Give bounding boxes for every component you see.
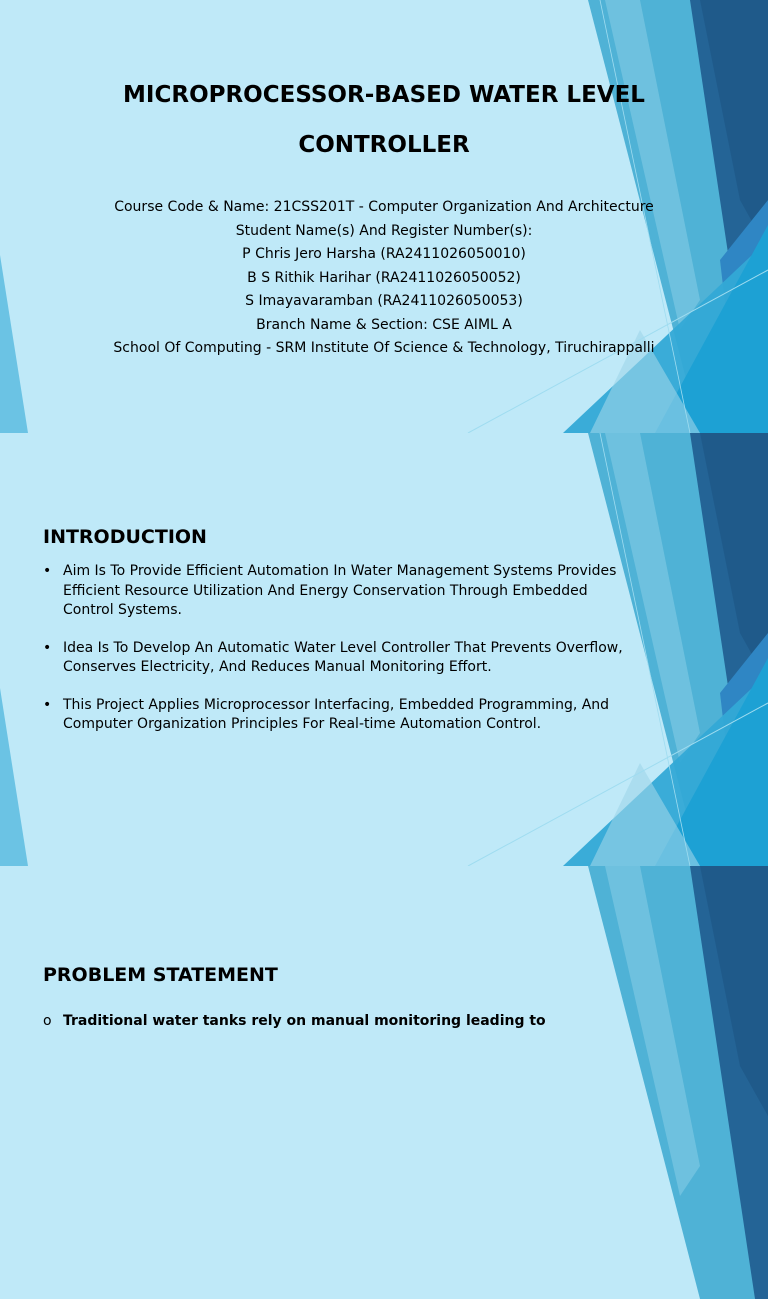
bullet-icon: •	[43, 563, 52, 579]
bullet-text: Idea Is To Develop An Automatic Water Level Controller That Prevents Overflow, Conserves Electricity, And Reduces Manual Monitoring Effort.	[63, 639, 623, 675]
bullet-text: Aim Is To Provide Efficient Automation In Water Management Systems Provides Efficient Resource Utilization And Energy Conservation Through Embedded Control Systems.	[63, 563, 617, 618]
course-line: Course Code & Name: 21CSS201T - Computer Organization And Architecture	[114, 199, 654, 215]
list-item	[43, 562, 623, 621]
section-heading: INTRODUCTION	[43, 526, 207, 548]
main-title-line-2: CONTROLLER	[298, 132, 470, 158]
slide-title	[0, 0, 768, 433]
list-item	[43, 696, 623, 735]
student-1: P Chris Jero Harsha (RA2411026050010)	[242, 246, 526, 262]
list-item	[43, 1012, 623, 1032]
info-lines	[60, 196, 708, 361]
student-2: B S Rithik Harihar (RA2411026050052)	[247, 269, 521, 286]
slide-introduction	[0, 433, 768, 866]
slide-decoration	[0, 866, 768, 1299]
bullet-icon: •	[43, 696, 52, 713]
branch-line: Branch Name & Section: CSE AIML A	[256, 316, 512, 333]
bullet-icon: •	[43, 639, 52, 656]
bullet-list	[43, 1012, 623, 1050]
bullet-list	[43, 562, 623, 753]
slide-problem-statement	[0, 866, 768, 1299]
list-item	[43, 639, 623, 678]
students-label: Student Name(s) And Register Number(s):	[235, 222, 533, 239]
bullet-text: Traditional water tanks rely on manual monitoring leading to	[63, 1013, 546, 1029]
bullet-icon: o	[43, 1013, 52, 1029]
bullet-text: This Project Applies Microprocessor Interfacing, Embedded Programming, And Computer Organization Principles For Real-time Automation Control.	[63, 696, 610, 732]
school-line: School Of Computing - SRM Institute Of Science & Technology, Tiruchirappalli	[113, 340, 655, 356]
main-title-line-1: MICROPROCESSOR-BASED WATER LEVEL	[123, 82, 645, 108]
section-heading: PROBLEM STATEMENT	[43, 964, 278, 986]
student-3: S Imayavaramban (RA2411026050053)	[245, 293, 523, 309]
